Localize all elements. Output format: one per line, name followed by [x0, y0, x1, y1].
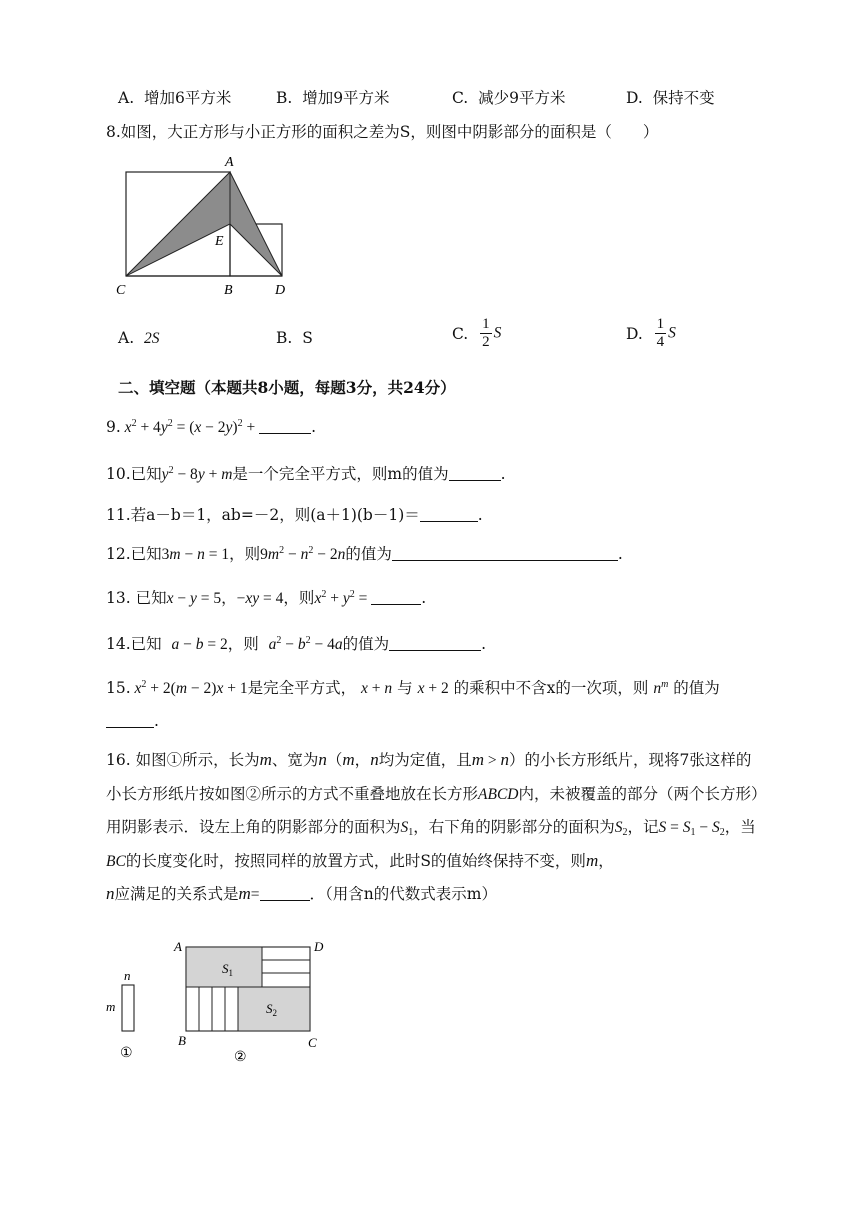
label-fig1: ① [120, 1046, 133, 1061]
label-d: D [314, 939, 324, 954]
q8-option-c: C. $\frac{1}{2}$ S [452, 316, 502, 350]
q9: 9. $x^2 + 4y^2 = (x - 2y)^2$ + . [106, 418, 316, 436]
shaded-left [126, 172, 230, 276]
q11: 11.若a－b＝1，ab=－2，则(a＋1)(b－1)＝ . [106, 506, 483, 524]
q13: 13. 已知x − y = 5，−xy = 4，则$x^2 + y^2$ = . [106, 589, 427, 607]
q15-answer-line: . [106, 712, 159, 730]
label-b: B [178, 1033, 186, 1048]
q15: 15. $x^2 + 2(m - 2)x + 1$是完全平方式， x + n 与 x + 2 的乘积中不含x的一次项，则 $n^m$ 的值为 [106, 679, 720, 697]
q7-option-b: B. 增加9平方米 [276, 89, 390, 107]
label-s2: $S_2$ [266, 1001, 277, 1018]
label-n: n [124, 968, 131, 983]
q16-text: 16. 如图①所示，长为m、宽为n（m，n均为定值，且m > n）的小长方形纸片，现将7张这样的小长方形纸片按如图②所示的方式不重叠地放在长方形ABCD内，未被覆盖的部分（两个长方形）用阴影表示．设左上角的阴影部分的面积为$S_1$，右下角的阴影部分的面积为$S_2$，记$S = S_1 - S_2$，当BC的长度变化时，按照同样的放置方式，此时S的值始终保持不变，则m， n应满足的关系式是m= ．（用含n的代数式表示m） [106, 750, 759, 903]
q14: 14.已知 a − b = 2，则 $a^2 - b^2 - 4a$的值为 . [106, 635, 487, 653]
section-2-title: 二、填空题（本题共8小题，每题3分，共24分） [118, 378, 456, 397]
label-a: A [174, 939, 182, 954]
q12: 12.已知3m − n = 1，则$9m^2 - n^2 - 2n$的值为 . [106, 545, 623, 563]
label-b: B [224, 283, 233, 298]
q7-option-a: A. 增加6平方米 [118, 89, 232, 107]
small-rect [122, 985, 134, 1031]
label-m: m [106, 999, 116, 1014]
label-fig2: ② [234, 1050, 247, 1065]
q7-option-d: D. 保持不变 [626, 89, 715, 107]
label-c: C [308, 1035, 317, 1050]
q8-option-a: A. 2S [118, 329, 160, 347]
q16-figure-2 [170, 935, 330, 1075]
q10: 10.已知$y^2 - 8y + m$是一个完全平方式，则m的值为 . [106, 465, 506, 483]
q8-figure [110, 150, 310, 300]
label-s1: $S_1$ [222, 961, 233, 978]
q7-option-c: C. 减少9平方米 [452, 89, 566, 107]
q8-stem: 8.如图，大正方形与小正方形的面积之差为S，则图中阴影部分的面积是（ ） [106, 123, 659, 141]
q8-option-b: B. S [276, 329, 313, 347]
label-c: C [116, 283, 126, 298]
label-d: D [275, 283, 286, 298]
label-e: E [215, 234, 224, 249]
q8-option-d: D. $\frac{1}{4}$ S [626, 316, 676, 350]
q16-figure-1 [100, 965, 150, 1065]
label-a: A [225, 155, 234, 170]
